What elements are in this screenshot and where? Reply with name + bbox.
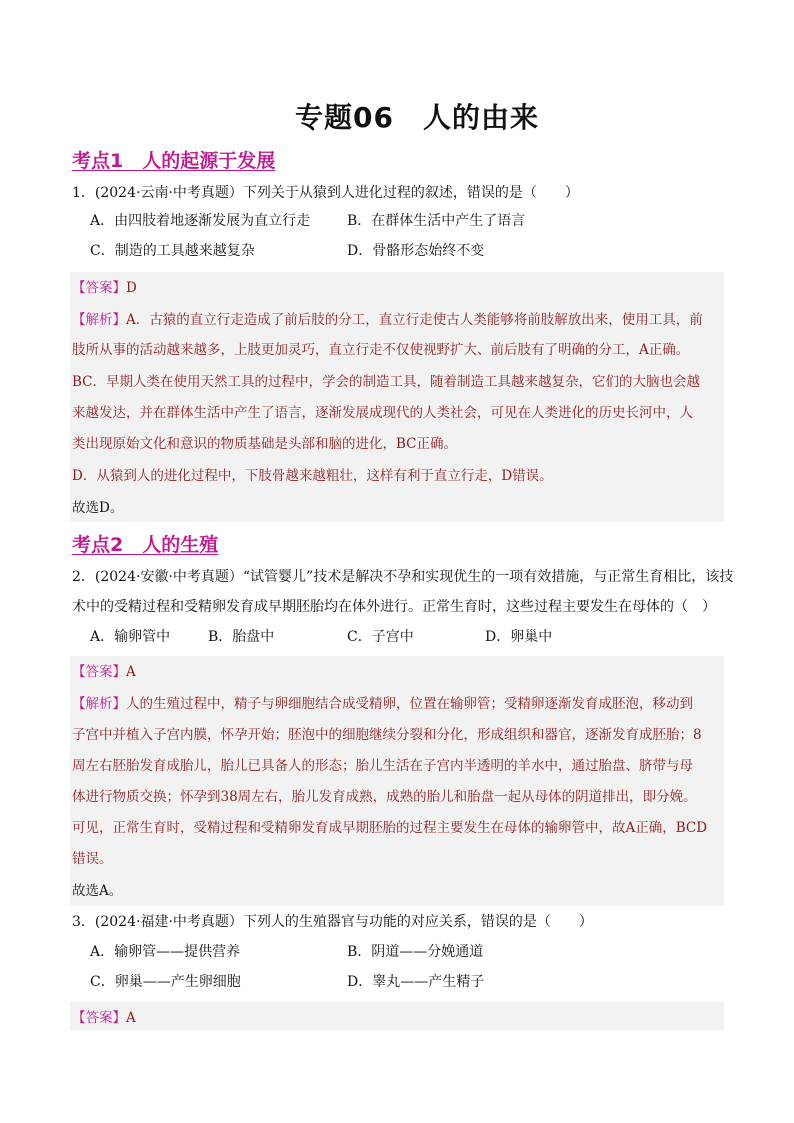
- analysis-tag: 【解析】: [72, 696, 126, 712]
- question-2-analysis-line-2: 子宫中并植入子宫内膜，怀孕开始；胚泡中的细胞继续分裂和分化，形成组织和器官，逐渐发育成胚胎；8: [72, 727, 702, 743]
- answer-tag: 【答案】: [72, 664, 126, 680]
- answer-value: A: [126, 664, 136, 680]
- question-2-analysis-line-5: 可见，正常生育时，受精过程和受精卵发育成早期胚胎的过程主要发生在母体的输卵管中，故A正确，BCD: [72, 820, 708, 836]
- question-1-analysis-line-4: 来越发达，并在群体生活中产生了语言，逐渐发展成现代的人类社会，可见在人类进化的历史长河中，人: [72, 405, 693, 421]
- question-2-option-c: C．子宫中: [347, 629, 414, 645]
- question-1-analysis-line-6: D．从猿到人的进化过程中，下肢骨越来越粗壮，这样有利于直立行走，D错误。: [72, 468, 553, 484]
- question-1-option-c: C．制造的工具越来越复杂: [90, 243, 255, 259]
- question-3-option-c: C．卵巢——产生卵细胞: [90, 974, 241, 990]
- question-2-stem: [72, 562, 732, 622]
- question-1-option-a: A．由四肢着地逐渐发展为直立行走: [90, 213, 311, 229]
- answer-value: D: [126, 280, 137, 296]
- question-2-stem-line-2: 术中的受精过程和受精卵发育成早期胚胎均在体外进行。正常生育时，这些过程主要发生在母体的（ ）: [72, 599, 716, 615]
- question-1-stem: [72, 178, 732, 208]
- question-2-answer-box: [70, 656, 724, 906]
- question-2-conclusion: 故选A。: [72, 883, 123, 899]
- question-3-option-b: B．阴道——分娩通道: [347, 944, 484, 960]
- question-1-analysis-line-3: BC．早期人类在使用天然工具的过程中，学会的制造工具，随着制造工具越来越复杂，它们的大脑也会越: [72, 374, 700, 390]
- question-3-stem: [72, 907, 732, 937]
- question-1-analysis-line-5: 类出现原始文化和意识的物质基础是头部和脑的进化，BC正确。: [72, 436, 457, 452]
- question-1-stem-text: 1．(2024·云南·中考真题）下列关于从猿到人进化过程的叙述，错误的是（ ）: [72, 185, 579, 201]
- analysis-tag: 【解析】: [72, 312, 126, 328]
- analysis-text: A．古猿的直立行走造成了前后肢的分工，直立行走使古人类能够将前肢解放出来，使用工具，前: [126, 312, 703, 328]
- question-2-analysis-line-6: 错误。: [72, 851, 113, 867]
- question-3-answer-box: [70, 1002, 724, 1030]
- question-3-option-d: D．睾丸——产生精子: [347, 974, 485, 990]
- question-2-analysis-line-1: [72, 692, 693, 712]
- analysis-text: 人的生殖过程中，精子与卵细胞结合成受精卵，位置在输卵管；受精卵逐渐发育成胚泡，移动到: [126, 696, 693, 712]
- question-2-option-b: B．胎盘中: [208, 629, 275, 645]
- question-1-option-d: D．骨骼形态始终不变: [347, 243, 485, 259]
- question-1-conclusion: 故选D。: [72, 500, 124, 516]
- question-1-answer-box: [70, 272, 724, 522]
- question-3-option-a: A．输卵管——提供营养: [90, 944, 241, 960]
- question-3-stem-text: 3．(2024·福建·中考真题）下列人的生殖器官与功能的对应关系，错误的是（ ）: [72, 914, 593, 930]
- answer-value: A: [126, 1010, 136, 1026]
- question-2-option-d: D．卵巢中: [485, 629, 553, 645]
- page-title: 专题06 人的由来: [295, 101, 539, 134]
- question-1-answer: [72, 276, 137, 296]
- question-2-analysis-line-3: 周左右胚胎发育成胎儿，胎儿已具备人的形态；胎儿生活在子宫内半透明的羊水中，通过胎盘、脐带与母: [72, 758, 693, 774]
- question-2-stem-line-1: 2．(2024·安徽·中考真题）“试管婴儿”技术是解决不孕和实现优生的一项有效措施，与正常生育相比，该技: [72, 569, 734, 585]
- section-heading-1: 考点1 人的起源于发展: [72, 150, 276, 172]
- question-3-answer: [72, 1006, 136, 1026]
- question-1-analysis-line-1: [72, 308, 703, 328]
- answer-tag: 【答案】: [72, 280, 126, 296]
- answer-tag: 【答案】: [72, 1010, 126, 1026]
- section-heading-2: 考点2 人的生殖: [72, 534, 219, 556]
- question-2-analysis-line-4: 体进行物质交换；怀孕到38周左右，胎儿发育成熟，成熟的胎儿和胎盘一起从母体的阴道排出，即分娩。: [72, 789, 697, 805]
- question-2-answer: [72, 660, 136, 680]
- question-1-option-b: B．在群体生活中产生了语言: [347, 213, 526, 229]
- question-1-analysis-line-2: 肢所从事的活动越来越多，上肢更加灵巧，直立行走不仅使视野扩大、前后肢有了明确的分工，A正确。: [72, 342, 690, 358]
- question-2-option-a: A．输卵管中: [90, 629, 171, 645]
